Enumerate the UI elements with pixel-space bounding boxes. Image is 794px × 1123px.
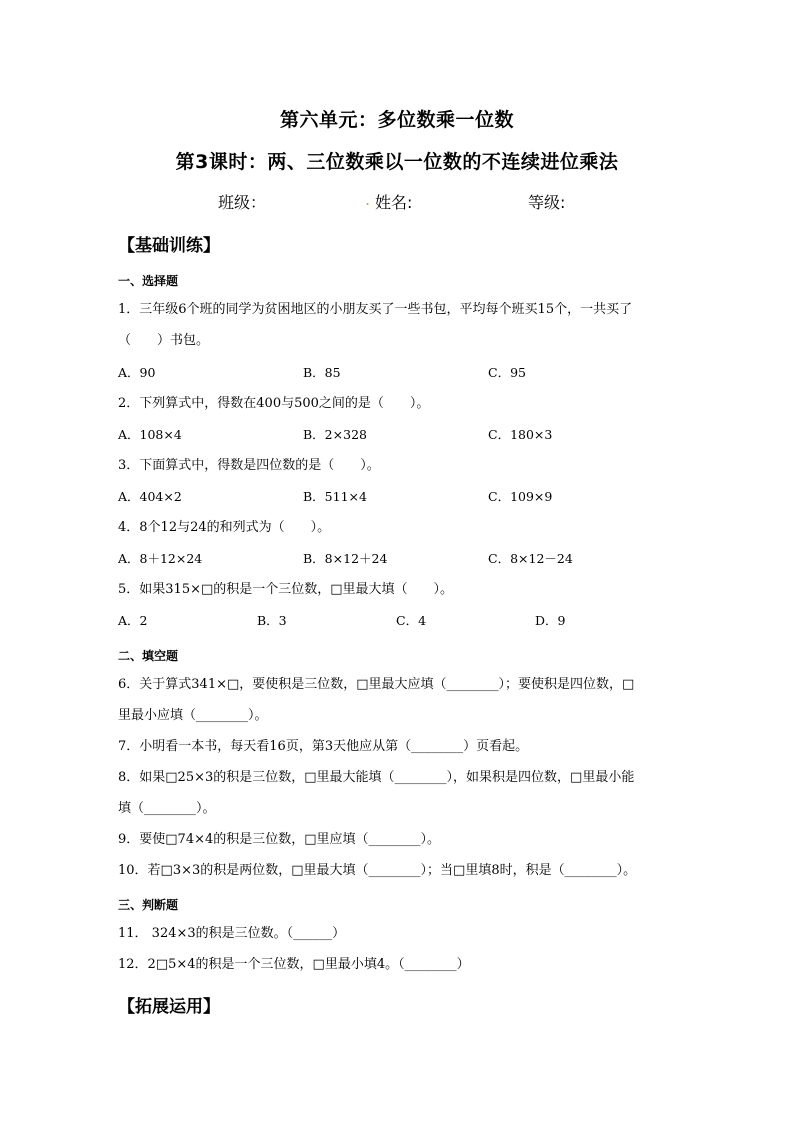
question-3: 3．下面算式中，得数是四位数的是（ ）。 (118, 458, 380, 473)
q3-option-a: A．404×2 (118, 489, 182, 504)
q2-option-c: C．180×3 (488, 427, 553, 442)
q5-option-a: A．2 (118, 613, 148, 628)
question-4: 4．8个12与24的和列式为（ ）。 (118, 520, 331, 535)
part-judge: 三、判断题 (118, 898, 179, 912)
q4-option-c: C．8×12－24 (488, 551, 573, 566)
separator-dot: . (365, 190, 371, 209)
section-basic-training: 【基础训练】 (118, 236, 220, 256)
q5-option-d: D．9 (535, 613, 566, 628)
part-choice: 一、选择题 (118, 274, 179, 288)
q5-option-c: C．4 (396, 613, 427, 628)
question-10: 10．若□3×3的积是两位数，□里最大填（________）；当□里填8时，积是（________）。 (118, 863, 637, 878)
grade-label: 等级: (528, 193, 566, 212)
question-12: 12．2□5×4的积是一个三位数，□里最小填4。（________） (118, 957, 470, 972)
question-6-line1: 6．关于算式341×□，要使积是三位数，□里最大应填（________）；要使积是四位数，□ (118, 677, 635, 692)
question-2: 2．下列算式中，得数在400与500之间的是（ ）。 (118, 396, 430, 411)
question-6-line2: 里最小应填（________）。 (118, 708, 268, 723)
q3-option-b: B．511×4 (303, 489, 367, 504)
lesson-title: 第3课时：两、三位数乘以一位数的不连续进位乘法 (175, 151, 619, 173)
question-8-line2: 填（________）。 (118, 801, 216, 816)
q3-option-c: C．109×9 (488, 489, 553, 504)
question-1-line2: （ ）书包。 (118, 333, 210, 348)
class-label: 班级： (218, 193, 267, 212)
q1-option-a: A．90 (118, 365, 156, 380)
q1-option-b: B．85 (303, 365, 341, 380)
part-fill: 二、填空题 (118, 649, 179, 663)
q2-option-b: B．2×328 (303, 427, 367, 442)
name-label: 姓名: (375, 193, 413, 212)
question-8-line1: 8．如果□25×3的积是三位数，□里最大能填（________），如果积是四位数，□里最小能 (118, 770, 635, 785)
question-5: 5．如果315×□的积是一个三位数，□里最大填（ ）。 (118, 582, 454, 597)
section-extend-application: 【拓展运用】 (118, 997, 220, 1017)
q4-option-b: B．8×12＋24 (303, 551, 388, 566)
student-info-row (0, 190, 794, 212)
unit-title: 第六单元：多位数乘一位数 (279, 109, 514, 131)
q2-option-a: A．108×4 (118, 427, 182, 442)
q1-option-c: C．95 (488, 365, 526, 380)
q5-option-b: B．3 (257, 613, 287, 628)
question-9: 9．要使□74×4的积是三位数，□里应填（________）。 (118, 832, 441, 847)
q4-option-a: A．8＋12×24 (118, 551, 203, 566)
question-7: 7．小明看一本书，每天看16页，第3天他应从第（________）页看起。 (118, 739, 529, 754)
question-1-line1: 1．三年级6个班的同学为贫困地区的小朋友买了一些书包，平均每个班买15个，一共买了 (118, 302, 633, 317)
question-11: 11． 324×3的积是三位数。（______） (118, 926, 346, 941)
